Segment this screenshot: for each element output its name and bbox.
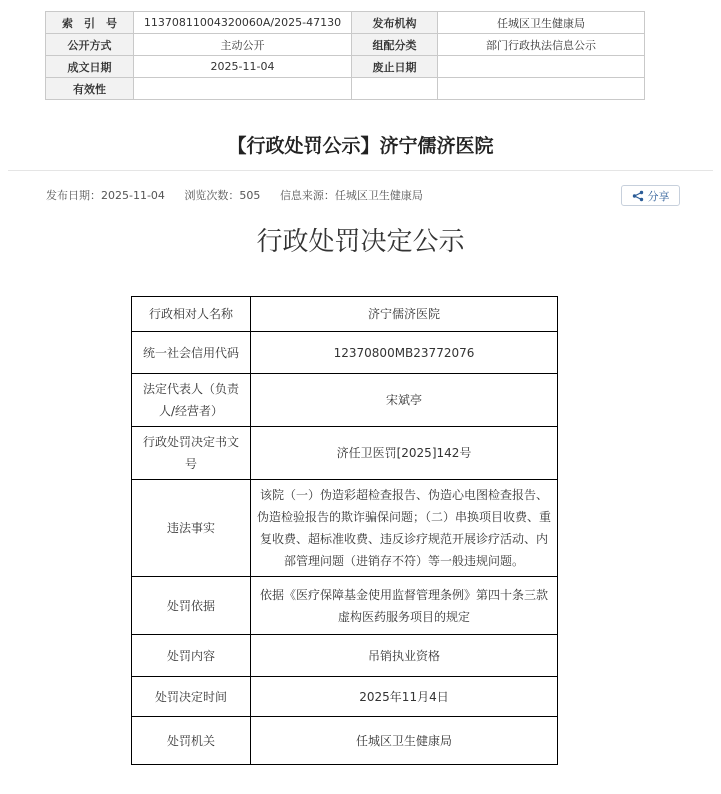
penalty-table — [131, 296, 558, 765]
row-value-penalty-content: 吊销执业资格 — [251, 635, 558, 677]
share-icon — [632, 190, 644, 202]
metadata-value-abolish-date — [438, 56, 645, 78]
table-row — [132, 297, 558, 332]
table-row — [132, 427, 558, 480]
table-row — [132, 635, 558, 677]
row-value-decision-number: 济任卫医罚[2025]142号 — [251, 427, 558, 480]
table-row — [132, 332, 558, 374]
row-label-credit-code: 统一社会信用代码 — [132, 332, 251, 374]
metadata-key-abolish-date: 废止日期 — [352, 56, 438, 78]
info-source: 信息来源：任城区卫生健康局 — [279, 189, 423, 202]
metadata-key-disclosure-mode: 公开方式 — [46, 34, 134, 56]
row-label-decision-date: 处罚决定时间 — [132, 677, 251, 717]
metadata-key-validity: 有效性 — [46, 78, 134, 100]
row-label-penalty-basis: 处罚依据 — [132, 577, 251, 635]
metadata-row — [46, 34, 645, 56]
article-title: 【行政处罚公示】济宁儒济医院 — [227, 135, 494, 157]
row-value-legal-representative: 宋斌亭 — [251, 374, 558, 427]
metadata-empty-cell — [352, 78, 438, 100]
metadata-key-publisher: 发布机构 — [352, 12, 438, 34]
document-title: 行政处罚决定公示 — [256, 227, 465, 257]
row-label-party-name: 行政相对人名称 — [132, 297, 251, 332]
metadata-value-index-number: 11370811004320060A/2025-47130 — [134, 12, 352, 34]
metadata-row — [46, 78, 645, 100]
metadata-empty-cell — [438, 78, 645, 100]
metadata-value-publisher: 任城区卫生健康局 — [438, 12, 645, 34]
row-label-legal-representative: 法定代表人（负责人/经营者） — [132, 374, 251, 427]
publish-date: 发布日期：2025-11-04 — [46, 189, 165, 202]
table-row — [132, 374, 558, 427]
row-value-penalty-basis: 依据《医疗保障基金使用监督管理条例》第四十条三款虚构医药服务项目的规定 — [251, 577, 558, 635]
row-label-penalty-authority: 处罚机关 — [132, 717, 251, 765]
metadata-key-index-number: 索 引 号 — [46, 12, 134, 34]
metadata-value-written-date: 2025-11-04 — [134, 56, 352, 78]
metadata-table — [45, 11, 645, 100]
metadata-value-disclosure-mode: 主动公开 — [134, 34, 352, 56]
metadata-key-category: 组配分类 — [352, 34, 438, 56]
row-value-credit-code: 12370800MB23772076 — [251, 332, 558, 374]
table-row — [132, 677, 558, 717]
metadata-key-written-date: 成文日期 — [46, 56, 134, 78]
row-value-decision-date: 2025年11月4日 — [251, 677, 558, 717]
row-value-penalty-authority: 任城区卫生健康局 — [251, 717, 558, 765]
table-row — [132, 577, 558, 635]
table-row — [132, 717, 558, 765]
title-divider — [8, 170, 713, 171]
row-label-penalty-content: 处罚内容 — [132, 635, 251, 677]
row-value-party-name: 济宁儒济医院 — [251, 297, 558, 332]
article-info-bar — [46, 186, 439, 206]
share-label: 分享 — [647, 189, 670, 203]
metadata-value-validity — [134, 78, 352, 100]
share-button[interactable] — [621, 185, 680, 206]
metadata-row — [46, 56, 645, 78]
view-count: 浏览次数：505 — [184, 189, 261, 202]
row-value-violation-facts: 该院（一）伪造彩超检查报告、伪造心电图检查报告、伪造检验报告的欺诈骗保问题；（二）串换项目收费、重复收费、超标准收费、违反诊疗规范开展诊疗活动、内部管理问题（进销存不符）等一般违规问题。 — [251, 480, 558, 577]
row-label-violation-facts: 违法事实 — [132, 480, 251, 577]
table-row — [132, 480, 558, 577]
row-label-decision-number: 行政处罚决定书文号 — [132, 427, 251, 480]
metadata-row — [46, 12, 645, 34]
metadata-value-category: 部门行政执法信息公示 — [438, 34, 645, 56]
